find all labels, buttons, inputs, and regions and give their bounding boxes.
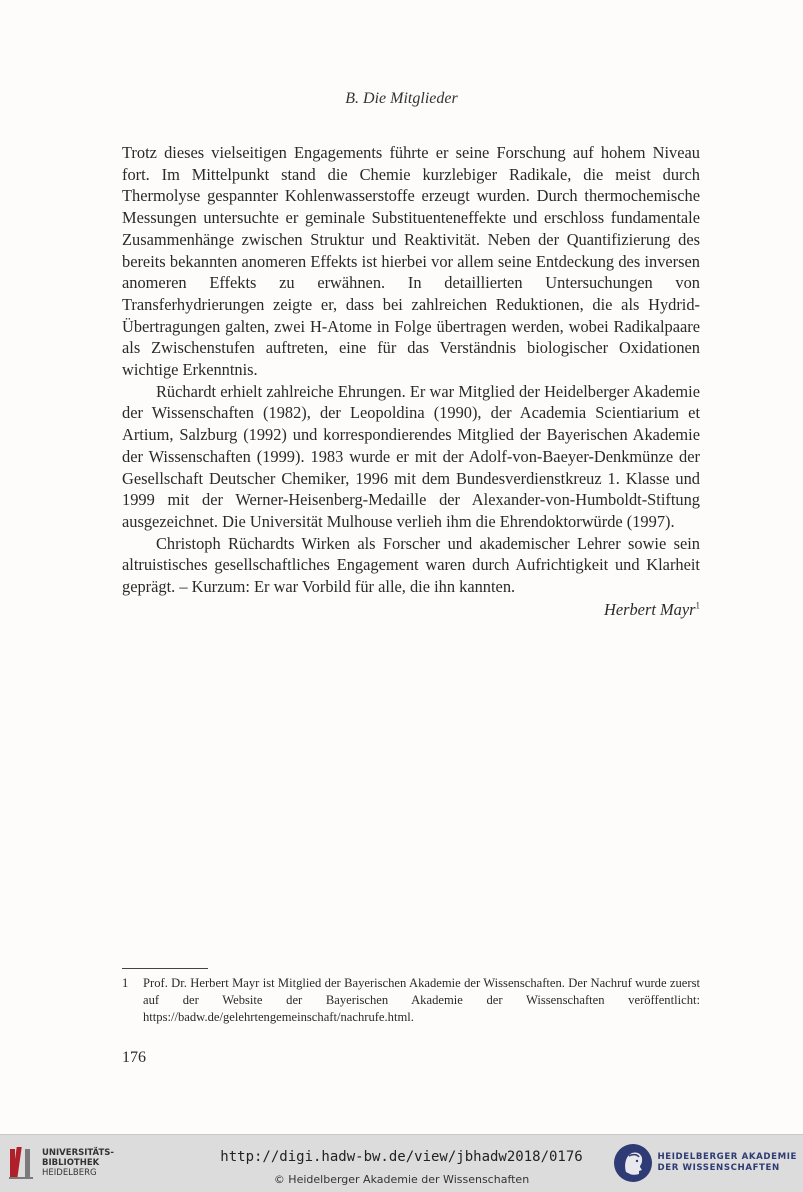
academy-name: HEIDELBERGER AKADEMIE DER WISSENSCHAFTEN — [657, 1152, 797, 1173]
paragraph: Christoph Rüchardts Wirken als Forscher und akademischer Lehrer sowie sein altruistisches gesellschaftliches Engagement waren durch Aufrichtigkeit und Klarheit geprägt. – Kurzum: Er war Vorbild für alle, die ihn kannten. — [122, 533, 700, 597]
page-number: 176 — [122, 1049, 146, 1066]
copyright-notice: © Heidelberger Akademie der Wissenschaften — [273, 1173, 530, 1186]
paragraph: Rüchardt erhielt zahlreiche Ehrungen. Er war Mitglied der Heidelberger Akademie der Wissenschaften (1982), der Leopoldina (1990), der Academia Scientiarium et Artium, Salzburg (1992) und korrespondierendes Mitglied der Bayerischen Akademie der Wissenschaften (1999). 1983 wurde er mit der Adolf-von-Baeyer-Denkmünze der Gesellschaft Deutscher Chemiker, 1996 mit dem Bundesverdienstkreuz 1. Klasse und 1999 mit der Werner-Heisenberg-Medaille der Alexander-von-Humboldt-Stiftung ausgezeichnet. Die Universität Mulhouse verlieh ihm die Ehrendoktorwürde (1997). — [122, 381, 700, 531]
footer-bar — [0, 1134, 803, 1192]
running-title: B. Die Mitglieder — [345, 90, 458, 107]
paragraph: Trotz dieses vielseitigen Engagements führte er seine Forschung auf hohem Niveau fort. Im Mittelpunkt stand die Chemie kurzlebiger Radikale, die meist durch Thermolyse gespannter Kohlenwasserstoffe erzeugt wurden. Durch thermochemische Messungen untersuchte er geminale Substituenteneffekte und erschloss fundamentale Zusammenhänge zwischen Struktur und Reaktivität. Neben der Quantifizierung des bereits bekannten anomeren Effekts ist hierbei vor allem seine Entdeckung des inversen anomeren Effekts zu erwähnen. In detaillierten Untersuchungen von Transferhydrierungen zeigte er, dass bei zahlreichen Reduktionen, die als Hydrid-Übertragungen galten, zwei H-Atome in Folge übertragen werden, wobei Radikalpaare als Zwischenstufen auftreten, eine für das Verständnis biologischer Oxidationen wichtige Erkenntnis. — [122, 143, 700, 380]
footnote-text: Prof. Dr. Herbert Mayr ist Mitglied der Bayerischen Akademie der Wissenschaften. Der Nachruf wurde zuerst auf der Website der Bayerischen Akademie der Wissenschaften veröffentlicht: https://badw.de/gelehrtengemeinschaft/nachrufe.html. — [143, 976, 700, 1024]
author-signature — [122, 599, 700, 621]
permalink-url[interactable]: http://digi.hadw-bw.de/view/jbhadw2018/0176 — [220, 1149, 583, 1165]
academy-head-emblem-icon — [612, 1142, 654, 1184]
footnote-number: 1 — [122, 976, 129, 990]
article-body — [122, 142, 700, 620]
footnote — [122, 975, 700, 1026]
library-name: UNIVERSITÄTS- BIBLIOTHEK HEIDELBERG — [42, 1148, 114, 1178]
footnote-marker[interactable]: 1 — [695, 600, 700, 611]
author-name: Herbert Mayr — [604, 599, 696, 619]
footnote-divider — [122, 968, 208, 969]
academy-logo[interactable] — [612, 1142, 798, 1184]
